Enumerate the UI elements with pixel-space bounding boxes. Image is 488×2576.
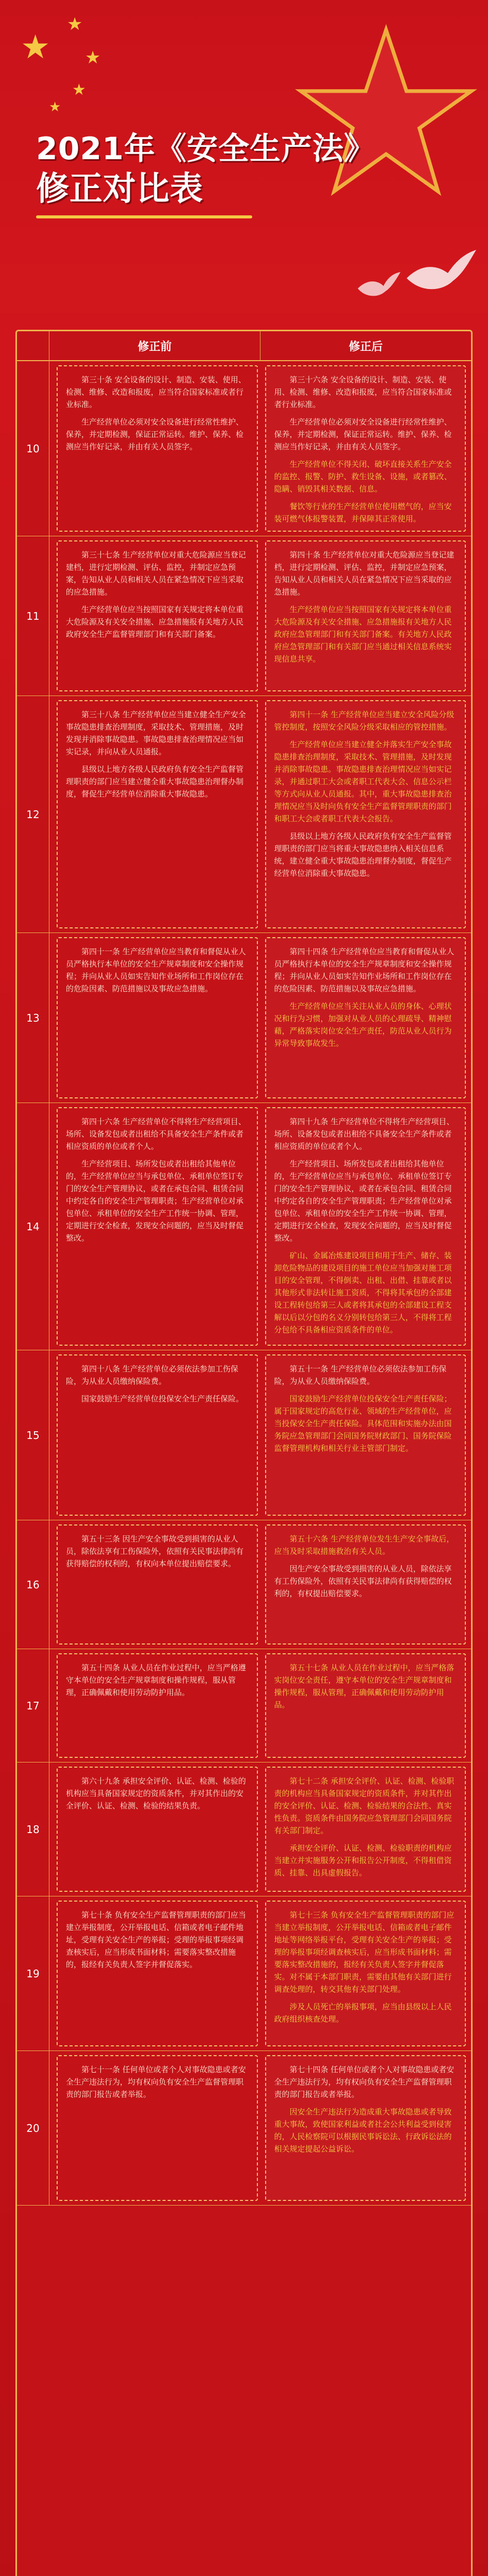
paragraph: 第四十条 生产经营单位对重大危险源应当登记建档，进行定期检测、评估、监控，并制定应急预案，告知从业人员和相关人员在紧急情况下应当采取的应急措施。 xyxy=(274,550,455,597)
amended-paragraph: 第七十二条 承担安全评价、认证、检测、检验职责的机构应当具备国家规定的资质条件，并对其作出的安全评价、认证、检测、检验结果的合法性、真实性负责。资质条件由国务院应急管理部门会同国务院有关部门制定。 xyxy=(274,1776,455,1835)
amended-paragraph: 生产经营单位不得关闭、破坏直接关系生产安全的监控、报警、防护、救生设备、设施，或者篡改、隐瞒、销毁其相关数据、信息。 xyxy=(274,460,452,494)
row-number: 16 xyxy=(26,1578,40,1591)
clause-before xyxy=(57,1354,258,1516)
row-number: 18 xyxy=(26,1823,40,1836)
paragraph: 生产经营单位应当按照国家有关规定将本单位重大危险源及有关安全措施、应急措施报有关地方人民政府安全生产监督管理部门和有关部门备案。 xyxy=(66,605,244,639)
clause-after xyxy=(265,1107,466,1346)
page-title xyxy=(36,129,458,218)
paragraph: 第四十四条 生产经营单位应当教育和督促从业人员严格执行本单位的安全生产规章制度和安全操作规程；并向从业人员如实告知作业场所和工作岗位存在的危险因素、防范措施以及事故应急措施。 xyxy=(274,947,455,993)
column-gap xyxy=(258,1524,265,1645)
amended-paragraph: 因安全生产违法行为造成重大事故隐患或者导致重大事故，致使国家利益或者社会公共利益受到侵害的，人民检察院可以根据民事诉讼法、行政诉讼法的相关规定提起公益诉讼。 xyxy=(274,2107,452,2154)
dove-icon xyxy=(355,268,402,299)
clause-after xyxy=(265,1354,466,1516)
column-gap xyxy=(258,1107,265,1346)
table-row xyxy=(17,696,471,933)
clause-before xyxy=(57,1524,258,1645)
row-content xyxy=(49,361,471,536)
star-icon: ★ xyxy=(85,47,101,68)
amended-paragraph: 国家鼓励生产经营单位投保安全生产责任保险；属于国家规定的高危行业、领域的生产经营单位，应当投保安全生产责任保险。具体范围和实施办法由国务院应急管理部门会同国务院财政部门、国务院保险监督管理机构和相关行业主管部门制定。 xyxy=(274,1394,452,1453)
table-row xyxy=(17,933,471,1103)
row-number: 10 xyxy=(26,442,40,455)
table-row xyxy=(17,361,471,536)
paragraph: 因生产安全事故受到损害的从业人员，除依法享有工伤保险外，依照有关民事法律尚有获得赔偿的权利的，有权提出赔偿要求。 xyxy=(274,1564,452,1598)
column-gap xyxy=(258,540,265,691)
paragraph: 生产经营项目、场所发包或者出租给其他单位的，生产经营单位应当与承包单位、承租单位签订专门的安全生产管理协议，或者在承包合同、租赁合同中约定各自的安全生产管理职责；生产经营单位对承包单位、承租单位的安全生产工作统一协调、管理，定期进行安全检查，发现安全问题的，应当及时督促整改。 xyxy=(274,1159,452,1243)
star-icon: ★ xyxy=(49,99,61,115)
row-content xyxy=(49,1896,471,2050)
clause-before xyxy=(57,365,258,532)
table-body xyxy=(17,361,471,2206)
paragraph: 第四十一条 生产经营单位应当教育和督促从业人员严格执行本单位的安全生产规章制度和安全操作规程；并向从业人员如实告知作业场所和工作岗位存在的危险因素、防范措施以及事故应急措施。 xyxy=(66,947,246,993)
header-after: 修正后 xyxy=(348,340,383,353)
amended-paragraph: 生产经营单位应当建立健全并落实生产安全事故隐患排查治理制度，采取技术、管理措施，及时发现并消除事故隐患。事故隐患排查治理情况应当如实记录，并通过职工大会或者职工代表大会、信息公示栏等方式向从业人员通报。其中，重大事故隐患排查治理情况应当及时向负有安全生产监督管理职责的部门和职工大会或者职工代表大会报告。 xyxy=(274,740,452,823)
paragraph: 第三十六条 安全设备的设计、制造、安装、使用、检测、维修、改造和报废，应当符合国家标准或者行业标准。 xyxy=(274,375,452,409)
row-content xyxy=(49,933,471,1103)
paragraph: 生产经营单位必须对安全设备进行经常性维护、保养，并定期检测，保证正常运转。维护、保养、检测应当作好记录，并由有关人员签字。 xyxy=(66,417,244,451)
row-number: 14 xyxy=(26,1220,40,1233)
clause-after xyxy=(265,1901,466,2046)
clause-before xyxy=(57,1767,258,1892)
paragraph: 第三十条 安全设备的设计、制造、安装、使用、检测、维修、改造和报废，应当符合国家标准或者行业标准。 xyxy=(66,375,246,409)
paragraph: 第三十七条 生产经营单位对重大危险源应当登记建档，进行定期检测、评估、监控，并制定应急预案，告知从业人员和相关人员在紧急情况下应当采取的应急措施。 xyxy=(66,550,246,597)
clause-after xyxy=(265,1653,466,1758)
column-gap xyxy=(258,1354,265,1516)
clause-after xyxy=(265,540,466,691)
dove-icon xyxy=(402,242,479,299)
row-number: 15 xyxy=(26,1429,40,1442)
table-row xyxy=(17,1520,471,1649)
paragraph: 生产经营单位必须对安全设备进行经常性维护、保养，并定期检测，保证正常运转。维护、保养、检测应当作好记录，并由有关人员签字。 xyxy=(274,417,452,451)
title-line-2: 修正对比表 xyxy=(36,170,203,208)
row-number: 13 xyxy=(26,1011,40,1024)
paragraph: 生产经营项目、场所发包或者出租给其他单位的，生产经营单位应当与承包单位、承租单位签订专门的安全生产管理协议，或者在承包合同、租赁合同中约定各自的安全生产管理职责；生产经营单位对承包单位、承租单位的安全生产工作统一协调、管理，定期进行安全检查，发现安全问题的，应当及时督促整改。 xyxy=(66,1159,244,1243)
row-number: 17 xyxy=(26,1699,40,1712)
column-gap xyxy=(258,700,265,928)
amended-paragraph: 承担安全评价、认证、检测、检验职责的机构应当建立并实施服务公开和报告公开制度，不得租借资质、挂靠、出具虚假报告。 xyxy=(274,1843,452,1877)
row-content xyxy=(49,2051,471,2205)
clause-before xyxy=(57,2055,258,2201)
clause-before xyxy=(57,1107,258,1346)
star-icon: ★ xyxy=(72,81,86,99)
paragraph: 第七十条 负有安全生产监督管理职责的部门应当建立举报制度，公开举报电话、信箱或者电子邮件地址，受理有关安全生产的举报；受理的举报事项经调查核实后，应当形成书面材料；需要落实整改措施的，报经有关负责人签字并督促落实。 xyxy=(66,1910,246,1969)
clause-before xyxy=(57,1653,258,1758)
column-gap xyxy=(258,937,265,1098)
clause-after xyxy=(265,2055,466,2201)
row-content xyxy=(49,1350,471,1520)
star-icon: ★ xyxy=(21,28,50,66)
header-before: 修正前 xyxy=(49,331,260,360)
paragraph: 第四十九条 生产经营单位不得将生产经营项目、场所、设备发包或者出租给不具备安全生产条件或者相应资质的单位或者个人。 xyxy=(274,1117,455,1151)
column-gap xyxy=(258,1901,265,2046)
table-header xyxy=(17,331,471,361)
row-number: 19 xyxy=(26,1967,40,1980)
row-content xyxy=(49,1103,471,1350)
paragraph: 第七十一条 任何单位或者个人对事故隐患或者安全生产违法行为，均有权向负有安全生产监督管理职责的部门报告或者举报。 xyxy=(66,2065,246,2099)
amended-paragraph: 第五十七条 从业人员在作业过程中，应当严格落实岗位安全责任，遵守本单位的安全生产规章制度和操作规程，服从管理，正确佩戴和使用劳动防护用品。 xyxy=(274,1663,455,1709)
header-index-cell xyxy=(17,331,49,360)
column-gap xyxy=(258,1653,265,1758)
paragraph: 第三十八条 生产经营单位应当建立健全生产安全事故隐患排查治理制度，采取技术、管理措施，及时发现并消除事故隐患。事故隐患排查治理情况应当如实记录，并向从业人员通报。 xyxy=(66,710,246,756)
title-line-1: 2021年《安全生产法》 xyxy=(36,131,375,167)
amended-paragraph: 矿山、金属冶炼建设项目和用于生产、储存、装卸危险物品的建设项目的施工单位应当加强对施工项目的安全管理，不得倒卖、出租、出借、挂靠或者以其他形式非法转让施工资质，不得将其承包的全部建设工程转包给第三人或者将其承包的全部建设工程支解以后以分包的名义分别转包给第三人，不得将工程分包给不具备相应资质条件的单位。 xyxy=(274,1251,452,1334)
paragraph: 国家鼓励生产经营单位投保安全生产责任保险。 xyxy=(81,1394,244,1403)
row-number: 11 xyxy=(26,609,40,622)
table-row xyxy=(17,1103,471,1350)
column-gap xyxy=(258,2055,265,2201)
table-row xyxy=(17,2051,471,2206)
star-icon: ★ xyxy=(67,14,83,35)
paragraph: 第七十四条 任何单位或者个人对事故隐患或者安全生产违法行为，均有权向负有安全生产监督管理职责的部门报告或者举报。 xyxy=(274,2065,455,2099)
paragraph: 第四十六条 生产经营单位不得将生产经营项目、场所、设备发包或者出租给不具备安全生产条件或者相应资质的单位或者个人。 xyxy=(66,1117,246,1151)
clause-before xyxy=(57,700,258,928)
row-content xyxy=(49,1649,471,1762)
clause-after xyxy=(265,700,466,928)
title-underline xyxy=(36,215,252,218)
table-row xyxy=(17,536,471,696)
row-number: 20 xyxy=(26,2122,40,2134)
clause-after xyxy=(265,1524,466,1645)
clause-after xyxy=(265,1767,466,1892)
amended-paragraph: 第四十一条 生产经营单位应当建立安全风险分级管控制度，按照安全风险分级采取相应的管控措施。 xyxy=(274,710,455,732)
row-content xyxy=(49,536,471,696)
amended-paragraph: 生产经营单位应当按照国家有关规定将本单位重大危险源及有关安全措施、应急措施报有关地方人民政府应急管理部门和有关部门备案。有关地方人民政府应急管理部门和有关部门应当通过相关信息系统实现信息共享。 xyxy=(274,605,452,664)
amended-paragraph: 餐饮等行业的生产经营单位使用燃气的，应当安装可燃气体报警装置，并保障其正常使用。 xyxy=(274,502,452,523)
clause-after xyxy=(265,365,466,532)
table-row xyxy=(17,1350,471,1520)
table-row xyxy=(17,1896,471,2051)
paragraph: 县级以上地方各级人民政府负有安全生产监督管理职责的部门应当将重大事故隐患纳入相关信息系统，建立健全重大事故隐患治理督办制度，督促生产经营单位消除重大事故隐患。 xyxy=(274,832,452,878)
row-content xyxy=(49,1520,471,1649)
table-row xyxy=(17,1762,471,1896)
paragraph: 第五十四条 从业人员在作业过程中，应当严格遵守本单位的安全生产规章制度和操作规程，服从管理，正确佩戴和使用劳动防护用品。 xyxy=(66,1663,246,1697)
amended-paragraph: 第七十三条 负有安全生产监督管理职责的部门应当建立举报制度，公开举报电话、信箱或者电子邮件地址等网络举报平台，受理有关安全生产的举报；受理的举报事项经调查核实后，应当形成书面材料；需要落实整改措施的，报经有关负责人签字并督促落实。对不属于本部门职责，需要由其他有关部门进行调查处理的，转交其他有关部门处理。 xyxy=(274,1910,455,1994)
clause-after xyxy=(265,937,466,1098)
column-gap xyxy=(258,1767,265,1892)
row-number: 12 xyxy=(26,808,40,821)
comparison-table xyxy=(15,330,473,2576)
paragraph: 第四十八条 生产经营单位必须依法参加工伤保险，为从业人员缴纳保险费。 xyxy=(66,1364,238,1386)
row-content xyxy=(49,1762,471,1896)
clause-before xyxy=(57,1901,258,2046)
row-content xyxy=(49,696,471,933)
paragraph: 县级以上地方各级人民政府负有安全生产监督管理职责的部门应当建立健全重大事故隐患治理督办制度，督促生产经营单位消除重大事故隐患。 xyxy=(66,765,244,799)
clause-before xyxy=(57,540,258,691)
column-gap xyxy=(258,365,265,532)
amended-paragraph: 第五十六条 生产经营单位发生生产安全事故后，应当及时采取措施救治有关人员。 xyxy=(274,1534,455,1556)
paragraph: 第五十一条 生产经营单位必须依法参加工伤保险，为从业人员缴纳保险费。 xyxy=(274,1364,447,1386)
amended-paragraph: 生产经营单位应当关注从业人员的身体、心理状况和行为习惯，加强对从业人员的心理疏导、精神慰藉，严格落实岗位安全生产责任，防范从业人员行为异常导致事故发生。 xyxy=(274,1002,452,1048)
clause-before xyxy=(57,937,258,1098)
paragraph: 第五十三条 因生产安全事故受到损害的从业人员，除依法享有工伤保险外，依照有关民事法律尚有获得赔偿的权利的，有权向本单位提出赔偿要求。 xyxy=(66,1534,244,1568)
paragraph: 第六十九条 承担安全评价、认证、检测、检验的机构应当具备国家规定的资质条件，并对其作出的安全评价、认证、检测、检验的结果负责。 xyxy=(66,1776,246,1810)
amended-paragraph: 涉及人员死亡的举报事项，应当由县级以上人民政府组织核查处理。 xyxy=(274,2002,452,2024)
table-row xyxy=(17,1649,471,1762)
